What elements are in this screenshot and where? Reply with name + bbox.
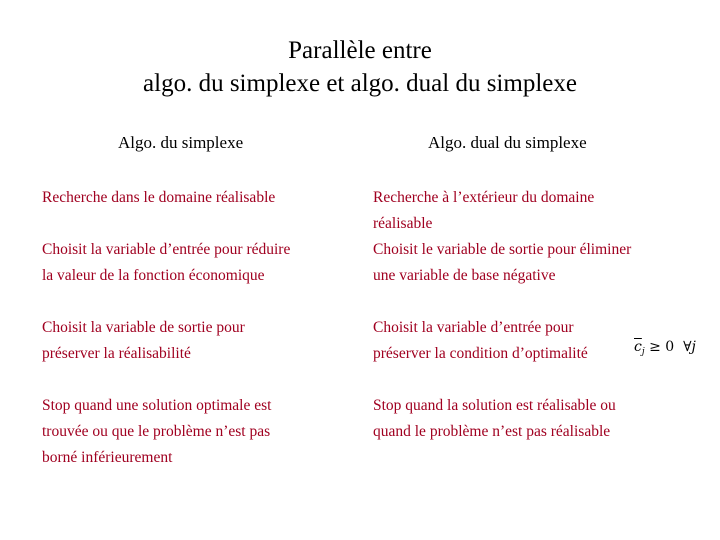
cell-line: Stop quand une solution optimale est [42,397,272,414]
formula-subscript: j [641,347,645,357]
dual-cell-stop-condition [373,393,616,445]
dual-cell-leaving-variable [373,237,631,289]
page-title [0,34,720,100]
column-header-dual-simplex: Algo. dual du simplexe [428,133,587,152]
formula-symbol: $\overline{c}$ [634,339,642,355]
cell-line: quand le problème n’est pas réalisable [373,423,611,440]
title-line-1: Parallèle entre [288,37,432,64]
simplex-cell-domain [42,185,275,211]
cell-line: Choisit la variable d’entrée pour réduire [42,241,291,258]
cell-line: Recherche dans le domaine réalisable [42,189,276,206]
cell-line: Choisit le variable de sortie pour éliminer [373,241,632,258]
cell-line: Recherche à l’extérieur du domaine [373,189,595,206]
cell-line: réalisable [373,215,433,232]
title-line-2: algo. du simplexe et algo. dual du simplexe [143,70,577,97]
cell-line: trouvée ou que le problème n’est pas [42,423,271,440]
cell-line: Choisit la variable de sortie pour [42,319,245,336]
column-header-simplex: Algo. du simplexe [118,133,244,152]
cell-line: Stop quand la solution est réalisable ou [373,397,616,414]
cell-line: la valeur de la fonction économique [42,267,265,284]
dual-cell-domain [373,185,594,237]
cell-line: une variable de base négative [373,267,556,284]
simplex-cell-entering-variable [42,237,290,289]
formula-relation: ≥ 0 [649,339,675,355]
formula-index: j [691,339,696,355]
cell-line: préserver la réalisabilité [42,345,191,362]
forall-symbol: ∀ [683,339,692,355]
optimality-condition-formula [634,339,696,357]
cell-line: préserver la condition d’optimalité [373,345,588,362]
simplex-cell-stop-condition [42,393,271,471]
cell-line: Choisit la variable d’entrée pour [373,319,574,336]
dual-cell-entering-variable [373,315,588,367]
simplex-cell-leaving-variable [42,315,245,367]
cell-line: borné inférieurement [42,449,173,466]
